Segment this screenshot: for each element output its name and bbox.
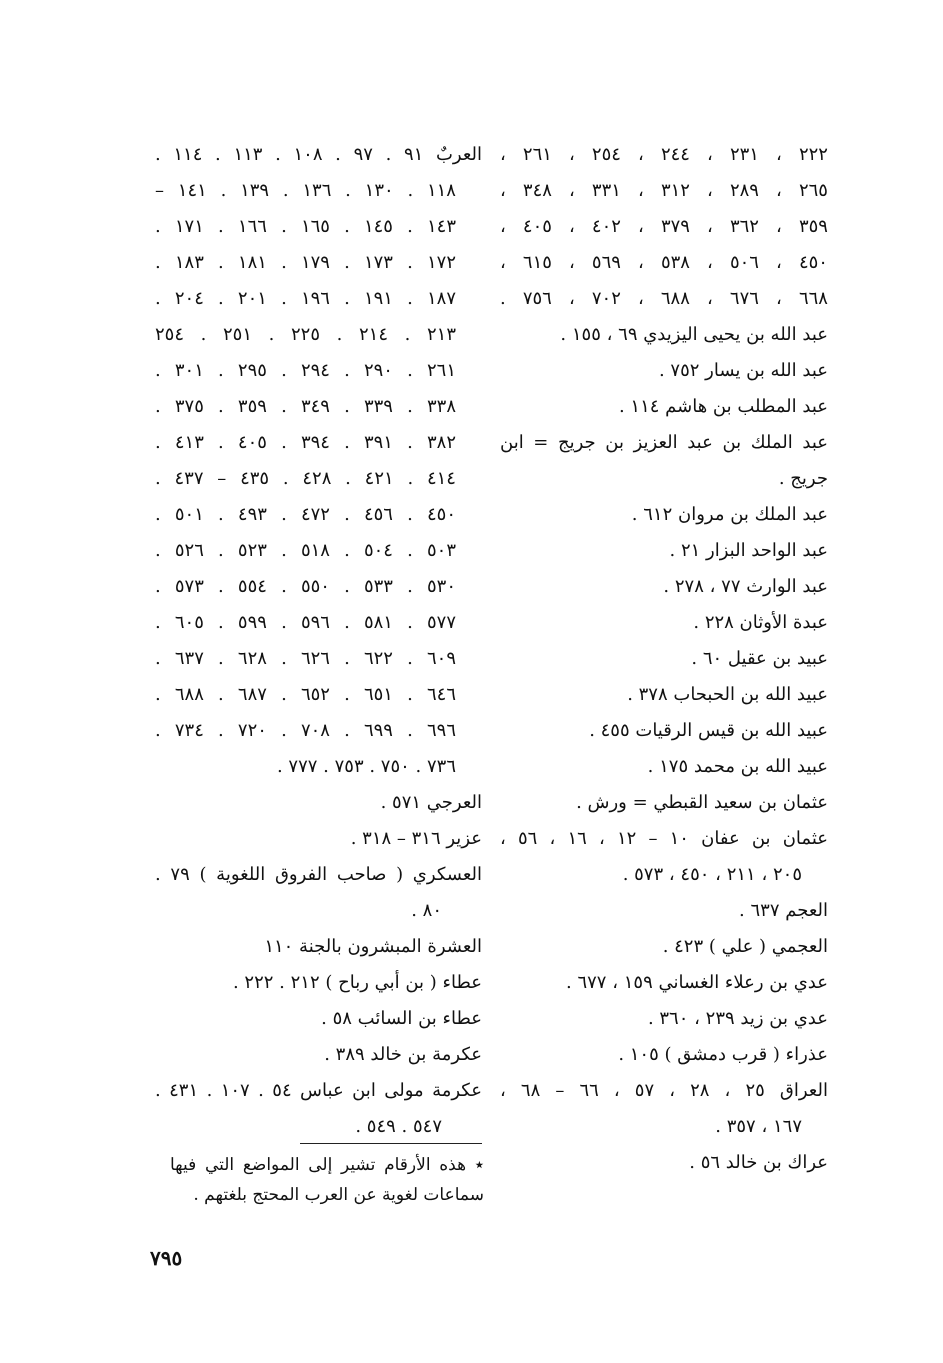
index-line: ٢١٣ . ٢١٤ . ٢٢٥ . ٢٥١ . ٢٥٤ [155, 324, 457, 345]
index-line: ٢٠٥ ، ٢١١ ، ٤٥٠ ، ٥٧٣ . [622, 864, 802, 885]
index-line: ٦٦٨ ، ٦٧٦ ، ٦٨٨ ، ٧٠٢ ، ٧٥٦ . [500, 288, 828, 309]
index-entry: عبد المطلب بن هاشم ١١٤ . [618, 396, 828, 417]
index-entry: عطاء ( بن أبي رباح ) ٢١٢ . ٢٢٢ . [232, 972, 482, 993]
index-entry: عبيد الله بن محمد ١٧٥ . [647, 756, 828, 777]
index-line: ٥٣٠ . ٥٣٣ . ٥٥٠ . ٥٥٤ . ٥٧٣ . [155, 576, 457, 597]
index-entry: عذراء ( قرب دمشق ) ١٠٥ . [618, 1044, 828, 1065]
index-entry: العراق ٢٥ ، ٢٨ ، ٥٧ ، ٦٦ – ٦٨ ، [500, 1080, 828, 1101]
index-line: ١١٨ . ١٣٠ . ١٣٦ . ١٣٩ . ١٤١ – [155, 180, 456, 201]
index-line: ٧٣٦ . ٧٥٠ . ٧٥٣ . ٧٧٧ . [276, 756, 456, 777]
index-entry: عبد الله بن يحيى اليزيدي ٦٩ ، ١٥٥ . [560, 324, 828, 345]
index-entry: العربٌ ٩١ . ٩٧ . ١٠٨ . ١١٣ . ١١٤ . [155, 144, 482, 165]
index-line: ٣٨٢ . ٣٩١ . ٣٩٤ . ٤٠٥ . ٤١٣ . [155, 432, 457, 453]
index-line: ٥٧٧ . ٥٨١ . ٥٩٦ . ٥٩٩ . ٦٠٥ . [155, 612, 457, 633]
index-line: ٣٣٨ . ٣٣٩ . ٣٤٩ . ٣٥٩ . ٣٧٥ . [155, 396, 457, 417]
index-entry: عبد الوارث ٧٧ ، ٢٧٨ . [663, 576, 828, 597]
index-line: ٨٠ . [411, 900, 442, 921]
index-entry: عبد الملك بن مروان ٦١٢ . [631, 504, 828, 525]
index-entry: عبيد بن عقيل ٦٠ . [691, 648, 828, 669]
index-entry: عبيد الله بن الحبحاب ٣٧٨ . [627, 684, 828, 705]
index-entry: عطاء بن السائب ٥٨ . [321, 1008, 482, 1029]
index-entry: عثمان بن سعيد القبطي = ورش . [576, 792, 828, 813]
index-line: ٦٠٩ . ٦٢٢ . ٦٢٦ . ٦٢٨ . ٦٣٧ . [155, 648, 457, 669]
index-entry: عبد الله بن يسار ٧٥٢ . [658, 360, 828, 381]
index-entry: عبدة الأوثان ٢٢٨ . [693, 612, 828, 633]
index-entry: عكرمة مولى ابن عباس ٥٤ . ١٠٧ . ٤٣١ . [155, 1080, 482, 1101]
index-entry: عثمان بن عفان ١٠ – ١٢ ، ١٦ ، ٥٦ ، [500, 828, 828, 849]
index-column-right [500, 137, 828, 1181]
index-entry: عبيد الله بن قيس الرقيات ٤٥٥ . [589, 720, 828, 741]
index-entry: عكرمة بن خالد ٣٨٩ . [324, 1044, 482, 1065]
index-entry: عبد الملك بن عبد العزيز بن جريج = ابن [500, 432, 828, 453]
footnote-line: ٭ هذه الأرقام تشير إلى المواضع التي فيها [170, 1155, 484, 1175]
index-entry: عراك بن خالد ٥٦ . [689, 1152, 828, 1173]
index-line: ١٤٣ . ١٤٥ . ١٦٥ . ١٦٦ . ١٧١ . [155, 216, 457, 237]
index-line: ١٦٧ ، ٣٥٧ . [715, 1116, 802, 1137]
index-entry: العجمي ( علي ) ٤٢٣ . [662, 936, 828, 957]
page-number: ٧٩٥ [150, 1246, 183, 1270]
index-entry: عبد الواحد البزار ٢١ . [669, 540, 828, 561]
index-entry: العسكري ( صاحب الفروق اللغوية ) ٧٩ . [155, 864, 482, 885]
index-entry: عزير ٣١٦ – ٣١٨ . [350, 828, 482, 849]
index-line: ٢٦١ . ٢٩٠ . ٢٩٤ . ٢٩٥ . ٣٠١ . [155, 360, 457, 381]
index-line: ١٧٢ . ١٧٣ . ١٧٩ . ١٨١ . ١٨٣ . [155, 252, 457, 273]
index-column-left [155, 137, 482, 1145]
footnote-line: سماعات لغوية عن العرب المحتج بلغتهم . [193, 1185, 484, 1205]
footnote [170, 1150, 484, 1210]
footnote-divider [300, 1143, 482, 1144]
index-line: ٤٥٠ ، ٥٠٦ ، ٥٣٨ ، ٥٦٩ ، ٦١٥ ، [500, 252, 828, 273]
index-line: ٥٠٣ . ٥٠٤ . ٥١٨ . ٥٢٣ . ٥٢٦ . [155, 540, 457, 561]
index-line: ٤٥٠ . ٤٥٦ . ٤٧٢ . ٤٩٣ . ٥٠١ . [155, 504, 457, 525]
index-entry: عدي بن زيد ٢٣٩ ، ٣٦٠ . [647, 1008, 828, 1029]
index-line: ٦٩٦ . ٦٩٩ . ٧٠٨ . ٧٢٠ . ٧٣٤ . [155, 720, 457, 741]
index-line: ١٨٧ . ١٩١ . ١٩٦ . ٢٠١ . ٢٠٤ . [155, 288, 457, 309]
index-entry: العجم ٦٣٧ . [739, 900, 828, 921]
index-line: ٤١٤ . ٤٢١ . ٤٢٨ . ٤٣٥ – ٤٣٧ . [155, 468, 456, 489]
index-entry: العشرة المبشرون بالجنة ١١٠ [264, 936, 482, 957]
index-line: ٢٢٢ ، ٢٣١ ، ٢٤٤ ، ٢٥٤ ، ٢٦١ ، [500, 144, 828, 165]
index-line: ٦٤٦ . ٦٥١ . ٦٥٢ . ٦٨٧ . ٦٨٨ . [155, 684, 457, 705]
index-line: ٥٤٧ . ٥٤٩ . [355, 1116, 442, 1137]
index-line: جريج . [778, 468, 828, 489]
index-entry: العرجي ٥٧١ . [380, 792, 482, 813]
index-entry: عدي بن رعلاء الغساني ١٥٩ ، ٦٧٧ . [566, 972, 828, 993]
index-line: ٢٦٥ ، ٢٨٩ ، ٣١٢ ، ٣٣١ ، ٣٤٨ ، [500, 180, 828, 201]
index-line: ٣٥٩ ، ٣٦٢ ، ٣٧٩ ، ٤٠٢ ، ٤٠٥ ، [500, 216, 828, 237]
